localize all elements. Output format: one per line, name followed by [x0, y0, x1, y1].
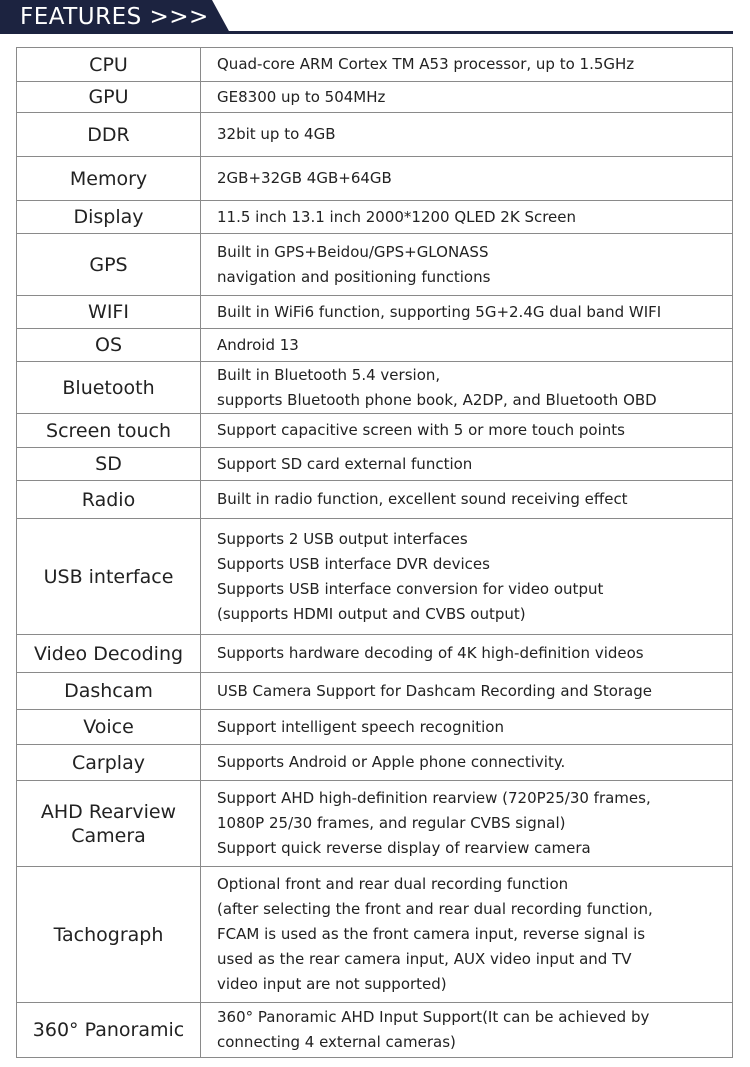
spec-label-cell — [17, 48, 201, 82]
spec-label-cell — [17, 362, 201, 414]
spec-row — [17, 362, 733, 414]
spec-value: Support capacitive screen with 5 or more touch points — [217, 421, 625, 439]
spec-value: Built in radio function, excellent sound receiving effect — [217, 490, 628, 508]
spec-label-cell — [17, 201, 201, 234]
spec-value-cell — [201, 82, 733, 113]
spec-label-cell — [17, 296, 201, 329]
spec-row — [17, 234, 733, 296]
spec-label: DDR — [87, 123, 130, 146]
spec-value-cell — [201, 201, 733, 234]
spec-label-cell — [17, 781, 201, 867]
spec-value-cell — [201, 414, 733, 448]
spec-value-cell — [201, 448, 733, 481]
features-header — [0, 0, 750, 36]
spec-value-cell — [201, 362, 733, 414]
spec-value: 360° Panoramic AHD Input Support(It can be achieved by connecting 4 external cameras) — [217, 1008, 650, 1051]
spec-label-cell — [17, 82, 201, 113]
spec-value: Android 13 — [217, 335, 299, 354]
spec-table-body — [17, 48, 733, 1058]
spec-value: Optional front and rear dual recording function (after selecting the front and rear dual recording function, FCAM is used as the front camera input, reverse signal is used as the rear camera input, AUX video input and TV video input are not supported) — [217, 875, 653, 993]
spec-row — [17, 519, 733, 635]
spec-label: AHD Rearview Camera — [40, 800, 177, 847]
spec-row — [17, 448, 733, 481]
spec-label-cell — [17, 710, 201, 745]
spec-label: GPS — [89, 253, 128, 276]
spec-label-cell — [17, 234, 201, 296]
spec-value: 32bit up to 4GB — [217, 125, 336, 143]
spec-label: CPU — [89, 53, 128, 76]
spec-value-cell — [201, 1003, 733, 1058]
spec-value-cell — [201, 157, 733, 201]
spec-value: Built in WiFi6 function, supporting 5G+2.4G dual band WIFI — [217, 302, 662, 321]
spec-label: Dashcam — [64, 680, 153, 702]
spec-label: WIFI — [88, 301, 129, 323]
spec-value-cell — [201, 48, 733, 82]
spec-row — [17, 673, 733, 710]
spec-value-cell — [201, 234, 733, 296]
spec-label-cell — [17, 519, 201, 635]
spec-label-cell — [17, 635, 201, 673]
spec-row — [17, 157, 733, 201]
spec-value-cell — [201, 481, 733, 519]
spec-label-cell — [17, 448, 201, 481]
spec-row — [17, 781, 733, 867]
spec-row — [17, 745, 733, 781]
spec-value: Built in GPS+Beidou/GPS+GLONASS navigation and positioning functions — [217, 242, 491, 286]
spec-label: Display — [73, 206, 144, 228]
spec-label: SD — [95, 453, 122, 475]
spec-label: Screen touch — [46, 419, 171, 442]
spec-value-cell — [201, 519, 733, 635]
spec-row — [17, 201, 733, 234]
spec-row — [17, 48, 733, 82]
spec-label: Tachograph — [53, 923, 164, 946]
spec-label-cell — [17, 673, 201, 710]
spec-value-cell — [201, 867, 733, 1003]
spec-label-cell — [17, 329, 201, 362]
spec-value: Built in Bluetooth 5.4 version, supports Bluetooth phone book, A2DP, and Bluetooth OBD — [217, 365, 657, 409]
spec-label: Video Decoding — [33, 642, 184, 665]
spec-row — [17, 329, 733, 362]
spec-value-cell — [201, 635, 733, 673]
spec-value: Support AHD high-definition rearview (720P25/30 frames, 1080P 25/30 frames, and regular CVBS signal) Support quick reverse display of rearview camera — [217, 789, 651, 857]
spec-label-cell — [17, 414, 201, 448]
spec-value: GE8300 up to 504MHz — [217, 87, 386, 106]
spec-label-cell — [17, 481, 201, 519]
spec-row — [17, 635, 733, 673]
spec-row — [17, 710, 733, 745]
features-title: FEATURES >>> — [20, 4, 209, 30]
spec-label: OS — [94, 334, 122, 356]
spec-value: Supports hardware decoding of 4K high-definition videos — [217, 644, 644, 662]
spec-label: 360° Panoramic — [32, 1019, 185, 1041]
spec-label-cell — [17, 157, 201, 201]
spec-value: Quad-core ARM Cortex TM A53 processor, up to 1.5GHz — [217, 55, 635, 73]
spec-value-cell — [201, 329, 733, 362]
spec-row — [17, 481, 733, 519]
spec-label: GPU — [88, 86, 129, 108]
spec-label: Memory — [69, 167, 148, 190]
spec-row — [17, 1003, 733, 1058]
spec-value-cell — [201, 113, 733, 157]
spec-label: Bluetooth — [62, 376, 155, 399]
spec-value-cell — [201, 745, 733, 781]
spec-table — [16, 47, 733, 1058]
spec-row — [17, 296, 733, 329]
spec-value-cell — [201, 673, 733, 710]
spec-label-cell — [17, 1003, 201, 1058]
spec-label: USB interface — [43, 565, 174, 588]
spec-row — [17, 414, 733, 448]
spec-row — [17, 867, 733, 1003]
spec-row — [17, 113, 733, 157]
spec-value: Supports 2 USB output interfaces Supports USB interface DVR devices Supports USB interface conversion for video output (supports HDMI output and CVBS output) — [217, 529, 604, 623]
spec-label: Carplay — [72, 751, 145, 774]
spec-value: USB Camera Support for Dashcam Recording and Storage — [217, 681, 652, 700]
spec-label: Voice — [83, 716, 134, 738]
spec-label-cell — [17, 113, 201, 157]
spec-label: Radio — [81, 488, 136, 511]
spec-value: 11.5 inch 13.1 inch 2000*1200 QLED 2K Screen — [217, 207, 577, 226]
spec-value: Support SD card external function — [217, 454, 473, 473]
spec-label-cell — [17, 745, 201, 781]
spec-value: Supports Android or Apple phone connectivity. — [217, 753, 566, 771]
spec-value-cell — [201, 296, 733, 329]
spec-value: 2GB+32GB 4GB+64GB — [217, 169, 392, 187]
spec-row — [17, 82, 733, 113]
spec-value: Support intelligent speech recognition — [217, 717, 504, 736]
spec-value-cell — [201, 710, 733, 745]
spec-value-cell — [201, 781, 733, 867]
header-divider — [0, 31, 733, 34]
spec-label-cell — [17, 867, 201, 1003]
